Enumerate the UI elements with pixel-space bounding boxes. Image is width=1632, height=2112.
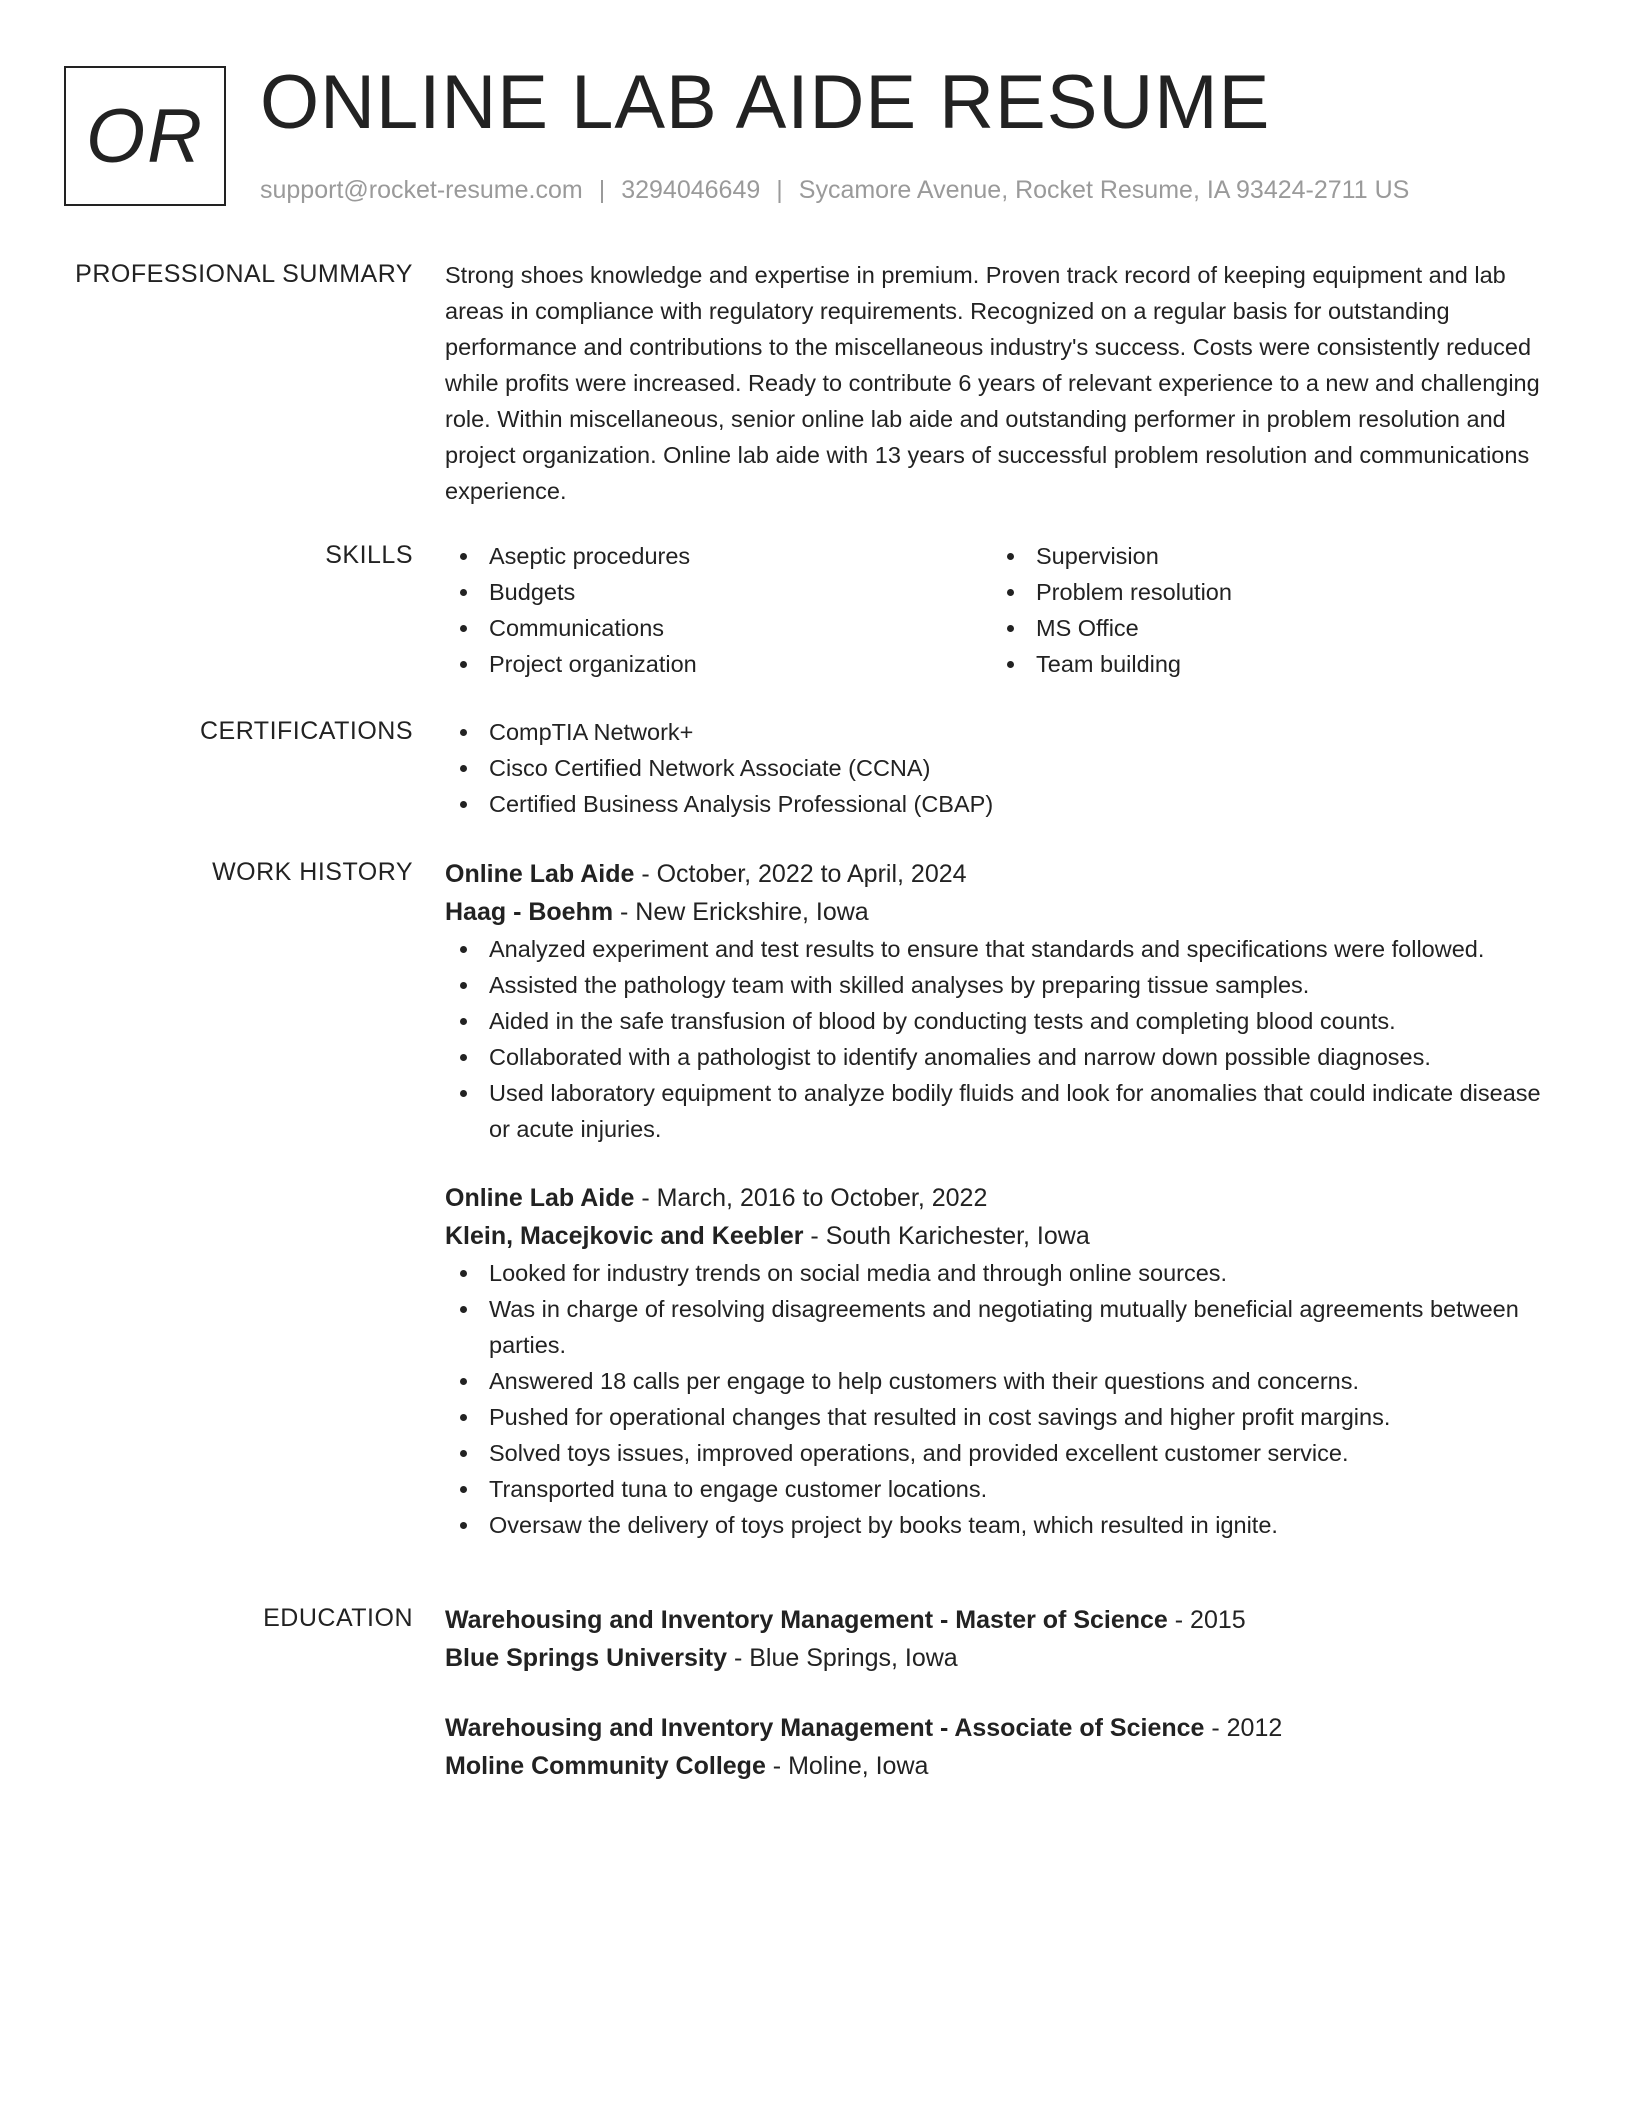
job-entry [445, 855, 1560, 1147]
skill-item: Budgets [445, 574, 992, 610]
education-content [445, 1601, 1560, 1785]
job-duty-item: Pushed for operational changes that resulted in cost savings and higher profit margins. [445, 1399, 1560, 1435]
skill-item: Aseptic procedures [445, 538, 992, 574]
skill-item: Problem resolution [992, 574, 1539, 610]
skill-item: Team building [992, 646, 1539, 682]
job-dates: - October, 2022 to April, 2024 [634, 860, 967, 888]
education-school: Moline Community College [445, 1752, 766, 1780]
job-duty-item: Was in charge of resolving disagreements and negotiating mutually beneficial agreements between parties. [445, 1291, 1560, 1363]
education-year: - 2015 [1167, 1606, 1246, 1634]
job-duty-item: Aided in the safe transfusion of blood by conducting tests and completing blood counts. [445, 1003, 1560, 1039]
job-duties-list [445, 1255, 1560, 1543]
certification-item: CompTIA Network+ [445, 714, 1560, 750]
contact-separator: | [598, 176, 606, 204]
job-entry [445, 1179, 1560, 1543]
summary-heading: PROFESSIONAL SUMMARY [75, 260, 413, 288]
certifications-list [445, 714, 1560, 822]
job-duty-item: Oversaw the delivery of toys project by books team, which resulted in ignite. [445, 1507, 1560, 1543]
education-heading: EDUCATION [263, 1604, 413, 1632]
job-duty-item: Collaborated with a pathologist to identify anomalies and narrow down possible diagnoses. [445, 1039, 1560, 1075]
skill-item: MS Office [992, 610, 1539, 646]
skills-heading: SKILLS [325, 541, 413, 569]
contact-address: Sycamore Avenue, Rocket Resume, IA 93424-2711 US [798, 176, 1410, 204]
contact-line [260, 174, 1409, 206]
job-company-line [445, 893, 1560, 931]
education-school-line [445, 1639, 1560, 1677]
job-company-line [445, 1217, 1560, 1255]
job-location: - New Erickshire, Iowa [613, 898, 869, 926]
job-duty-item: Looked for industry trends on social media and through online sources. [445, 1255, 1560, 1291]
summary-content [445, 257, 1560, 509]
job-duty-item: Used laboratory equipment to analyze bodily fluids and look for anomalies that could indicate disease or acute injuries. [445, 1075, 1560, 1147]
skills-grid [445, 538, 1560, 682]
skill-item: Supervision [992, 538, 1539, 574]
job-location: - South Karichester, Iowa [803, 1222, 1090, 1250]
education-location: - Moline, Iowa [765, 1752, 929, 1780]
certifications-heading: CERTIFICATIONS [199, 717, 413, 745]
certification-item: Cisco Certified Network Associate (CCNA) [445, 750, 1560, 786]
job-title: Online Lab Aide [445, 1184, 635, 1212]
education-degree: Warehousing and Inventory Management - Master of Science [445, 1606, 1168, 1634]
education-degree-line [445, 1601, 1560, 1639]
job-duty-item: Answered 18 calls per engage to help customers with their questions and concerns. [445, 1363, 1560, 1399]
job-title-line [445, 1179, 1560, 1217]
education-entry [445, 1601, 1560, 1677]
job-duties-list [445, 931, 1560, 1147]
job-title-line [445, 855, 1560, 893]
education-location: - Blue Springs, Iowa [727, 1644, 958, 1672]
job-company: Klein, Macejkovic and Keebler [445, 1222, 804, 1250]
monogram-initials: OR [86, 93, 204, 179]
education-entry [445, 1709, 1560, 1785]
education-school: Blue Springs University [445, 1644, 728, 1672]
job-dates: - March, 2016 to October, 2022 [634, 1184, 988, 1212]
resume-title: ONLINE LAB AIDE RESUME [260, 60, 1271, 145]
job-duty-item: Solved toys issues, improved operations, and provided excellent customer service. [445, 1435, 1560, 1471]
education-degree-line [445, 1709, 1560, 1747]
skills-list-left [445, 538, 992, 682]
contact-phone[interactable]: 3294046649 [621, 176, 761, 204]
education-degree: Warehousing and Inventory Management - Associate of Science [445, 1714, 1205, 1742]
contact-separator: | [776, 176, 783, 204]
job-duty-item: Assisted the pathology team with skilled analyses by preparing tissue samples. [445, 967, 1560, 1003]
certifications-content [445, 714, 1560, 822]
monogram-box [64, 66, 226, 206]
job-duty-item: Transported tuna to engage customer locations. [445, 1471, 1560, 1507]
job-company: Haag - Boehm [445, 898, 614, 926]
education-year: - 2012 [1204, 1714, 1283, 1742]
skills-list-right [992, 538, 1539, 682]
summary-text: Strong shoes knowledge and expertise in premium. Proven track record of keeping equipment and lab areas in compliance with regulatory requirements. Recognized on a regular basis for outstanding performance and contributions to the miscellaneous industry's success. Costs were consistently reduced while profits were increased. Ready to contribute 6 years of relevant experience to a new and challenging role. Within miscellaneous, senior online lab aide and outstanding performer in problem resolution and project organization. Online lab aide with 13 years of successful problem resolution and communications experience. [445, 262, 1540, 504]
skill-item: Project organization [445, 646, 992, 682]
education-school-line [445, 1747, 1560, 1785]
job-duty-item: Analyzed experiment and test results to ensure that standards and specifications were followed. [445, 931, 1560, 967]
job-title: Online Lab Aide [445, 860, 635, 888]
certification-item: Certified Business Analysis Professional (CBAP) [445, 786, 1560, 822]
work-history-heading: WORK HISTORY [212, 858, 413, 886]
contact-email[interactable]: support@rocket-resume.com [260, 176, 583, 204]
work-history-content [445, 855, 1560, 1543]
skill-item: Communications [445, 610, 992, 646]
